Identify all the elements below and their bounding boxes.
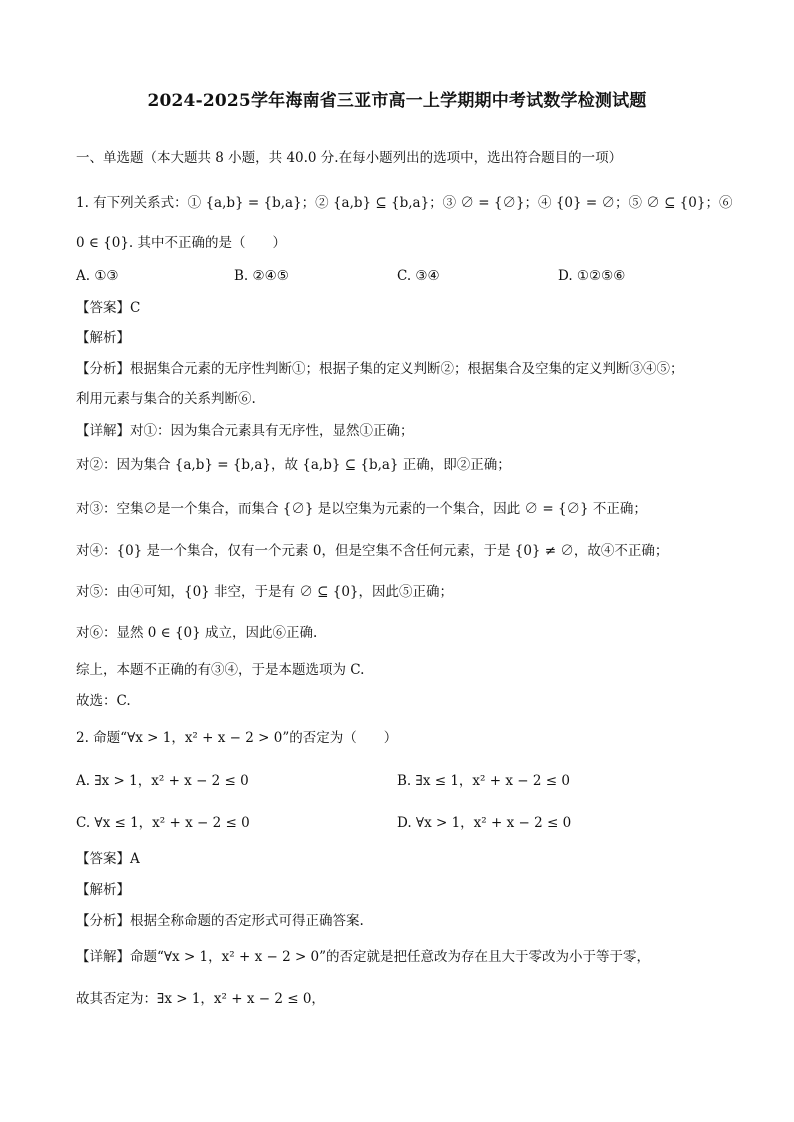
q1-detail-4: 对④：{0} 是一个集合，仅有一个元素 0，但是空集不含任何元素，于是 {0} ≠ ∅，故④不正确； [76, 543, 669, 559]
q2-option-c: C. ∀x ≤ 1，x² + x − 2 ≤ 0 [76, 815, 250, 831]
q1-detail-6: 对⑥：显然 0 ∈ {0} 成立，因此⑥正确. [76, 625, 318, 641]
q2-option-b: B. ∃x ≤ 1，x² + x − 2 ≤ 0 [397, 773, 570, 789]
q1-stem-line1: 1. 有下列关系式：① {a,b} = {b,a}；② {a,b} ⊆ {b,a}；③ ∅ = {∅}；④ {0} = ∅；⑤ ∅ ⊆ {0}；⑥ [76, 195, 733, 211]
q2-analysis: 【分析】根据全称命题的否定形式可得正确答案. [76, 913, 364, 929]
q1-option-d: D. ①②⑤⑥ [558, 268, 626, 284]
section-heading: 一、单选题（本大题共 8 小题，共 40.0 分.在每小题列出的选项中，选出符合题目的一项） [76, 150, 623, 166]
q2-analysis-label: 【解析】 [76, 882, 130, 898]
q1-choose: 故选：C. [76, 693, 131, 709]
q1-detail-2: 对②：因为集合 {a,b} = {b,a}，故 {a,b} ⊆ {b,a} 正确，即②正确； [76, 457, 511, 473]
q1-stem-line2: 0 ∈ {0}. 其中不正确的是（ ） [76, 235, 287, 251]
q1-analysis-line2: 利用元素与集合的关系判断⑥. [76, 391, 256, 407]
q1-detail-5: 对⑤：由④可知，{0} 非空，于是有 ∅ ⊆ {0}，因此⑤正确； [76, 584, 454, 600]
q2-option-d: D. ∀x > 1，x² + x − 2 ≤ 0 [397, 815, 572, 831]
q1-option-b: B. ②④⑤ [234, 268, 289, 284]
q2-option-a: A. ∃x > 1，x² + x − 2 ≤ 0 [76, 773, 249, 789]
q1-summary: 综上，本题不正确的有③④，于是本题选项为 C. [76, 662, 365, 678]
q1-detail-3: 对③：空集∅是一个集合，而集合 {∅} 是以空集为元素的一个集合，因此 ∅ = {∅} 不正确； [76, 501, 647, 517]
q1-option-c: C. ③④ [397, 268, 440, 284]
document-title: 2024-2025学年海南省三亚市高一上学期期中考试数学检测试题 [147, 91, 647, 111]
q1-answer: 【答案】C [76, 300, 141, 316]
q2-detail-2: 故其否定为：∃x > 1，x² + x − 2 ≤ 0， [76, 991, 325, 1007]
q2-answer: 【答案】A [76, 851, 140, 867]
q1-analysis-label: 【解析】 [76, 330, 130, 346]
q1-option-a: A. ①③ [76, 268, 119, 284]
q2-stem: 2. 命题“∀x > 1，x² + x − 2 > 0”的否定为（ ） [76, 730, 398, 746]
q1-detail-1: 【详解】对①：因为集合元素具有无序性，显然①正确； [76, 423, 414, 439]
q1-analysis-line1: 【分析】根据集合元素的无序性判断①；根据子集的定义判断②；根据集合及空集的定义判断③④⑤； [76, 361, 684, 377]
q2-detail-1: 【详解】命题“∀x > 1，x² + x − 2 > 0”的否定就是把任意改为存在且大于零改为小于等于零， [76, 949, 651, 965]
